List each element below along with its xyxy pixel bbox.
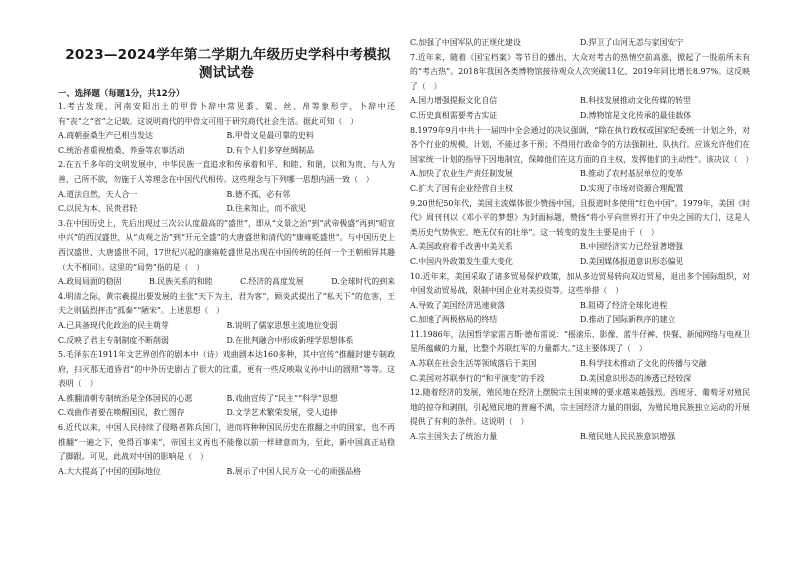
q11-option-a: A.苏联在社会生活等领域落后于美国 bbox=[410, 359, 537, 369]
question-10-options-ab bbox=[410, 299, 750, 314]
exam-title-line-1: 2023—2024学年第二学期九年级历史学科中考模拟 bbox=[65, 47, 391, 63]
q4-option-d: D.在批判融合中形成新理学思想体系 bbox=[226, 335, 354, 345]
question-7-stem: 7.近年来，随着《国宝档案》等节目的播出，大众对考古的热情空前高涨，掀起了一股前所未有的“考古热”。2018年我国各类博物馆接待观众人次突破11亿，2019年同比增长8.97%。这反映了（ ） bbox=[410, 52, 750, 91]
question-2-options-ab bbox=[58, 188, 395, 203]
q10-option-b: B.阻碍了经济全球化进程 bbox=[580, 300, 668, 310]
q4-option-a: A.已具备现代化政治的民主萌芽 bbox=[58, 320, 169, 330]
question-1-options-cd bbox=[58, 144, 395, 159]
question-8-options-ab bbox=[410, 167, 750, 182]
question-9-options-cd bbox=[410, 255, 750, 270]
q4-option-c: C.反映了君主专制制度不断削弱 bbox=[58, 335, 169, 345]
q9-option-d: D.美国媒体报道意识形态偏见 bbox=[580, 256, 684, 266]
q7-option-d: D.博物馆是文化传承的最佳载体 bbox=[580, 110, 692, 120]
question-5-options-cd bbox=[58, 406, 395, 421]
q11-option-c: C.美国对苏联奉行的“和平演变”的手段 bbox=[410, 373, 545, 383]
q11-option-d: D.美国意识形态的渗透已经较深 bbox=[580, 373, 692, 383]
question-12-options-ab bbox=[410, 430, 750, 445]
question-4-stem: 4.明清之际，黄宗羲提出要发展的主张“天下为主，君为客”，顾炎武提出了“私天下”的危害，王夫之则猛烈抨击“孤秦”“陋宋”。上述思想（ ） bbox=[58, 291, 395, 316]
question-6-options-ab bbox=[58, 465, 395, 480]
question-10-options-cd bbox=[410, 313, 750, 328]
question-5-stem: 5.毛泽东在1911年文艺界创作的剧本中（诗）戏曲剧本达160多种，其中宣传“推翻封建专制政府，扫灭那无道昏君”的中外历史剧占了很大的比重，更有一些反映取义孙中山的剧照”等等。这表明（ ） bbox=[58, 350, 395, 389]
q11-option-b: B.科学技术推动了文化的传播与交融 bbox=[580, 359, 707, 369]
q8-option-a: A.加快了农业生产责任制发展 bbox=[410, 169, 513, 179]
q1-option-b: B.甲骨文是最可靠的史料 bbox=[226, 131, 314, 141]
q5-option-c: C.戏曲作者要在唤醒国民，救亡图存 bbox=[58, 408, 185, 418]
q7-option-b: B.科技发展推动文化传媒的转型 bbox=[580, 96, 691, 106]
q5-option-b: B.戏曲宣传了“民主”“科学”思想 bbox=[226, 393, 338, 403]
left-column bbox=[58, 0, 395, 479]
q4-option-b: B.说明了儒家思想主流地位变弱 bbox=[226, 320, 338, 330]
q1-option-c: C.统治者重视植桑、养蚕等农事活动 bbox=[58, 145, 185, 155]
q9-option-a: A.美国政府着手改善中美关系 bbox=[410, 242, 513, 252]
q6-option-a: A.大大提高了中国的国际地位 bbox=[58, 466, 161, 476]
question-9-stem: 9.20世纪50年代，美国主流媒体很少赞扬中国，且报道时多使用“红色中国”。1979年，美国《时代》周刊刊以《邓小平的梦想》为封面标题，赞扬“将小平向世界打开了中央之国的大门，这是人类历史气势恢宏、绝无仅有的壮举”。这一转变的发生主要是由于（ ） bbox=[410, 198, 750, 237]
q2-option-c: C.以民为本，民贵君轻 bbox=[58, 204, 138, 214]
q12-option-a: A.宗主国失去了统治力量 bbox=[410, 432, 498, 442]
question-11-stem: 11.1986年，法国哲学家雷吉斯·德布雷说：“摇滚乐、影像、蓝牛仔裤、快餐、新闻网络与电视卫星所蕴藏的力量，比整个苏联红军的力量都大。”这主要体现了（ ） bbox=[410, 329, 750, 354]
q8-option-c: C.扩大了国有企业经营自主权 bbox=[410, 183, 513, 193]
q10-option-c: C.加速了两极格局的终结 bbox=[410, 315, 498, 325]
q9-option-b: B.中国经济实力已经显著增强 bbox=[580, 242, 683, 252]
question-1-options-ab bbox=[58, 129, 395, 144]
question-7-options-ab bbox=[410, 94, 750, 109]
question-7-options-cd bbox=[410, 109, 750, 124]
question-9-options-ab bbox=[410, 240, 750, 255]
question-11-options-cd bbox=[410, 372, 750, 387]
q6-option-c: C.加强了中国军队的正规化建设 bbox=[410, 38, 521, 47]
q9-option-c: C.中国内外政策发生重大变化 bbox=[410, 256, 513, 266]
question-5-options-ab bbox=[58, 392, 395, 407]
question-8-stem: 8.1979年9月中共十一届四中全会通过的决议强调，“除在执行政权或国家纪委统一计划之外，对各个行业的规模、计划，不能过多干预；不得用行政命令的方法强制社、队执行。应该允许他们在国家统一计划的指导下因地制宜，保障他们在这方面的自主权，发挥他们的主动性”。该决议（ ） bbox=[410, 125, 754, 164]
q8-option-d: D.实现了市场对资源合理配置 bbox=[580, 183, 684, 193]
q2-option-a: A.道法自然，天人合一 bbox=[58, 189, 138, 199]
question-11-options-ab bbox=[410, 357, 750, 372]
question-8-options-cd bbox=[410, 182, 750, 197]
q6-option-b: B.展示了中国人民万众一心的顽强品格 bbox=[226, 466, 362, 476]
q8-option-b: B.推动了农村基层单位的变革 bbox=[580, 169, 683, 179]
question-4-options-cd bbox=[58, 334, 395, 349]
q6-option-d: D.捍卫了山河无恙与家国安宁 bbox=[580, 38, 684, 47]
q5-option-a: A.推翻清朝专制统治是全体国民的心愿 bbox=[58, 393, 193, 403]
q2-option-d: D.往来知止，而不欲见 bbox=[226, 204, 307, 214]
q3-option-c: C.经济的高度发展 bbox=[240, 277, 304, 287]
q7-option-c: C.历史真相需要考古实证 bbox=[410, 110, 498, 120]
q1-option-a: A.商朝蚕桑生产已相当发达 bbox=[58, 131, 154, 141]
q12-option-b: B.殖民地人民民族意识增强 bbox=[580, 432, 676, 442]
question-3-stem: 3.在中国历史上，先后出现过三次公认度最高的“盛世”，即从“文景之治”到“武帝极盛”再到“昭宣中兴”的西汉盛世，从“贞观之治”到“开元全盛”的大唐盛世和清代的“康雍乾盛世”。与中国历史上西汉盛世、大唐盛世不同，17世纪兴起的康雍乾盛世是出现在中国传统的任何一个王朝相异其趣（大不相同）。这里的“局势”指的是（ ） bbox=[58, 218, 395, 272]
q2-option-b: B.德不孤，必有邻 bbox=[226, 189, 291, 199]
question-2-stem: 2.在五千多年的文明发展中，中华民族一直追求和传承着和平、和睦、和谐，以和为贵、与人为善、己所不欲，勿施于人等理念在中国代代相传。这些理念与下列哪一思想内涵一致（ ） bbox=[58, 160, 395, 184]
q3-option-a: A.政局局面的稳固 bbox=[58, 277, 122, 287]
question-6-options-cd bbox=[410, 36, 750, 51]
exam-title-line-2: 测试试卷 bbox=[198, 65, 255, 81]
q3-option-b: B.民族关系的和睦 bbox=[149, 277, 213, 287]
q1-option-d: D.有个人们多穿丝绸制品 bbox=[226, 145, 314, 155]
question-6-stem: 6.近代以来，中国人民持续了侵略者陈兵国门，进而将种种国民历史在推翻之中的国家，也不再推翻“一遍之下，免得百事来”，帝国主义再也不能像以前一样肆意而为，至此，新中国真正站稳了脚跟。可见，此战对中国的影响是（ ） bbox=[58, 423, 395, 462]
q10-option-d: D.推动了国际新秩序的建立 bbox=[580, 315, 676, 325]
question-2-options-cd bbox=[58, 202, 395, 217]
question-12-stem: 12.随着经济的发展，殖民地在经济上摆脱宗主国束缚的要求越来越强烈。西班牙、葡萄牙对殖民地的掠夺和剥削，引起殖民地的普遍不满，宗主国经济力量的削弱，为殖民地民族独立运动的开展提供了有利的条件。这说明（ ） bbox=[410, 388, 750, 427]
question-3-options bbox=[58, 275, 395, 290]
question-4-options-ab bbox=[58, 319, 395, 334]
section-heading-choice: 一、选择题（每题1分，共12分） bbox=[58, 88, 185, 98]
q3-option-d: D.全球时代的到来 bbox=[331, 277, 395, 287]
q10-option-a: A.导致了美国经济迅速衰落 bbox=[410, 300, 506, 310]
question-10-stem: 10.近年来，美国采取了诸多贸易保护政策，加从多边贸易转向双边贸易，退出多个国际组织，对中国发动贸易战，限制中国企业对美投资等。这些举措（ ） bbox=[410, 271, 750, 296]
question-1-stem: 1.考古发现，河南安阳出土的甲骨卜辞中常见黍、粟、丝、帛等象形字，卜辞中还有“丧”之“省”之记载。这说明商代的甲骨文可用于研究商代社会生活。据此可知（ ） bbox=[58, 102, 395, 126]
q5-option-d: D.文学艺术繁荣发展，受人追捧 bbox=[226, 408, 338, 418]
q7-option-a: A.国力增强提振文化自信 bbox=[410, 96, 498, 106]
right-column bbox=[410, 36, 754, 445]
